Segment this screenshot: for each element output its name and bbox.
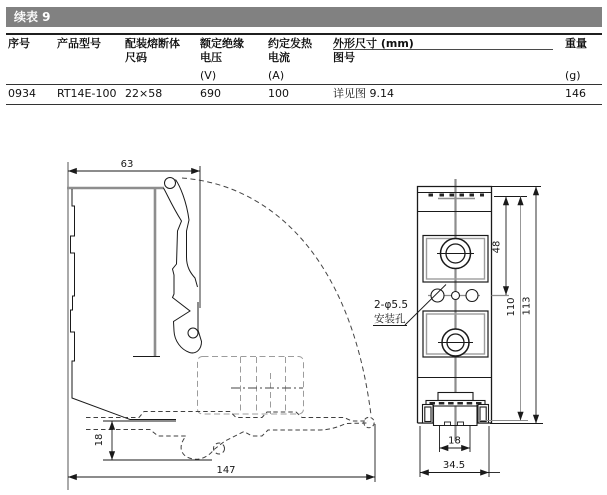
cell-serial: 0934 [8,87,36,100]
mounting-hole-note-line1: 2-φ5.5 [374,299,409,311]
col-header-serial: 序号 [8,37,30,50]
carrier-swing-arc [182,178,374,428]
side-view-body-outline [71,189,177,420]
col-header-model: 产品型号 [57,37,101,50]
mounting-hole-leader-line [405,285,446,326]
col-header-figure: 图号 [333,51,355,64]
cell-dimensions: 详见图 9.14 [333,87,394,100]
dim-label-hole-span-48: 48 [491,240,503,254]
dim-label-height-113: 113 [521,296,533,316]
dim-label-depth-147: 147 [216,465,236,476]
col-header-voltage: 额定绝缘 电压 [200,37,244,64]
dim-label-rail-width-18: 18 [448,435,461,447]
side-view-latch-lever [164,178,202,353]
cell-weight: 146 [565,87,586,100]
side-view-gray-edges [67,162,164,490]
side-view-drawing [67,159,375,490]
cell-model: RT14E-100 [57,87,117,100]
col-unit-voltage: (V) [200,69,217,82]
cell-current: 100 [268,87,289,100]
dim-label-height-110: 110 [506,297,517,317]
fuse-carrier-open-dashed [86,357,368,460]
col-header-fuse-size: 配装熔断体 尺码 [125,37,180,64]
col-header-dimensions: 外形尺寸 (mm) [333,37,414,50]
col-unit-weight: (g) [565,69,581,82]
side-view-dimensions [68,166,375,482]
cell-voltage: 690 [200,87,221,100]
dim-label-width-63: 63 [120,159,134,170]
col-header-current: 约定发热 电流 [268,37,312,64]
col-unit-current: (A) [268,69,285,82]
front-view-drawing [373,179,543,477]
cell-fuse-size: 22×58 [125,87,163,100]
dim-label-width-34-5: 34.5 [442,460,466,471]
front-view-dimensions [420,187,543,478]
section-title: 续表 9 [14,10,51,24]
dim-label-rail-18: 18 [94,433,105,447]
col-header-weight: 重量 [565,37,587,50]
mounting-hole-note-line2: 安装孔 [374,313,406,325]
